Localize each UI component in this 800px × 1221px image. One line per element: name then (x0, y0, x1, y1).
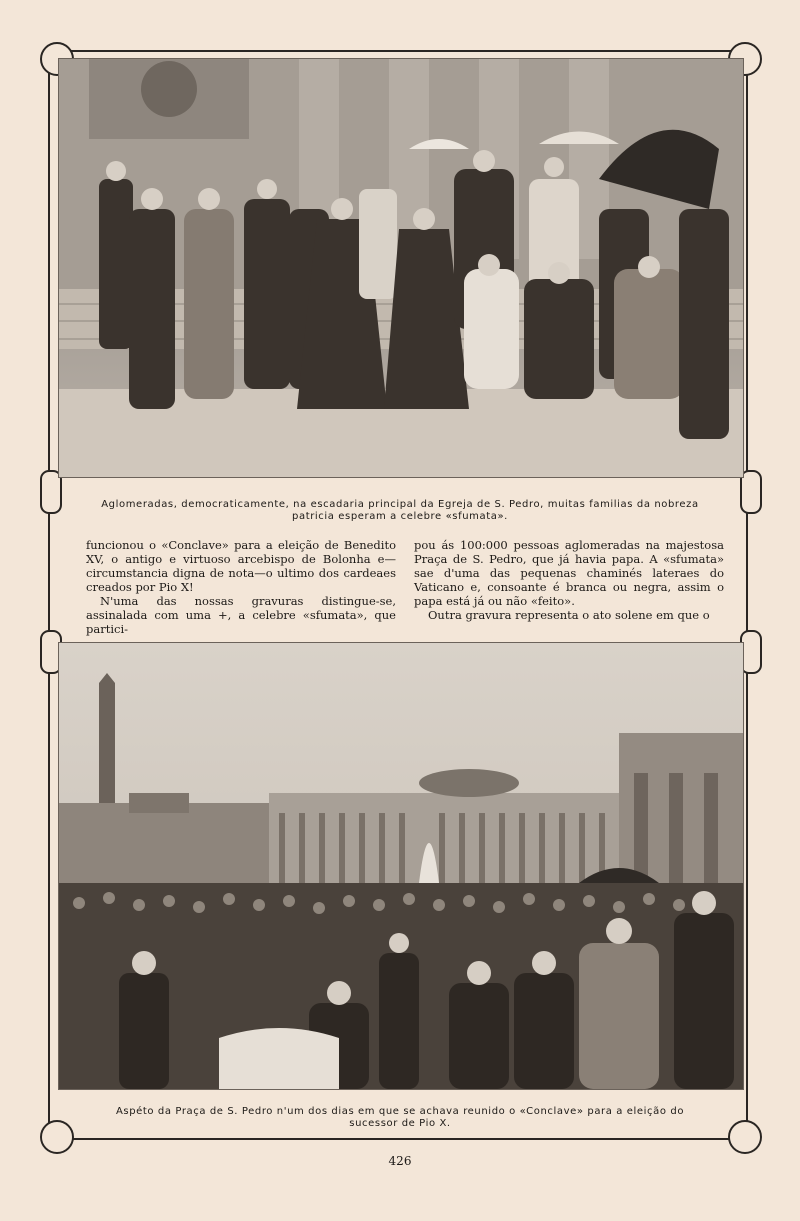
photo-nobility-on-steps (58, 58, 744, 478)
article-paragraph: Outra gravura representa o ato solene em que o (428, 608, 710, 622)
article-column-right (414, 538, 724, 622)
article-paragraph: funcionou o «Conclave» para a eleição de Benedito XV, o antigo e virtuoso arcebispo de Bolonha e—circumstancia digna de nota—o ultimo dos cardeaes creados por Pio X! (86, 538, 396, 594)
article-column-left (86, 538, 396, 636)
article-paragraph: N'uma das nossas gravuras distingue-se, assinalada com uma +, a celebre «sfumata», que partici- (86, 594, 396, 636)
ornament-corner-bottom-left (40, 1120, 74, 1154)
caption-bottom-photo: Aspéto da Praça de S. Pedro n'um dos dias em que se achava reunido o «Conclave» para a eleição do sucessor de Pio X. (115, 1106, 685, 1129)
article-paragraph: pou ás 100:000 pessoas aglomeradas na majestosa Praça de S. Pedro, que já havia papa. A «sfumata» sae d'uma das pequenas chaminés lateraes do Vaticano e, consoante é branca ou negra, assim o papa está já ou não «feito». (414, 538, 724, 608)
photo-st-peters-square-crowd (58, 642, 744, 1090)
ornament-corner-bottom-right (728, 1120, 762, 1154)
caption-top-photo: Aglomeradas, democraticamente, na escadaria principal da Egreja de S. Pedro, muitas familias da nobreza patricia esperam a celebre «sfumata». (101, 499, 699, 522)
page-number: 426 (388, 1154, 412, 1168)
